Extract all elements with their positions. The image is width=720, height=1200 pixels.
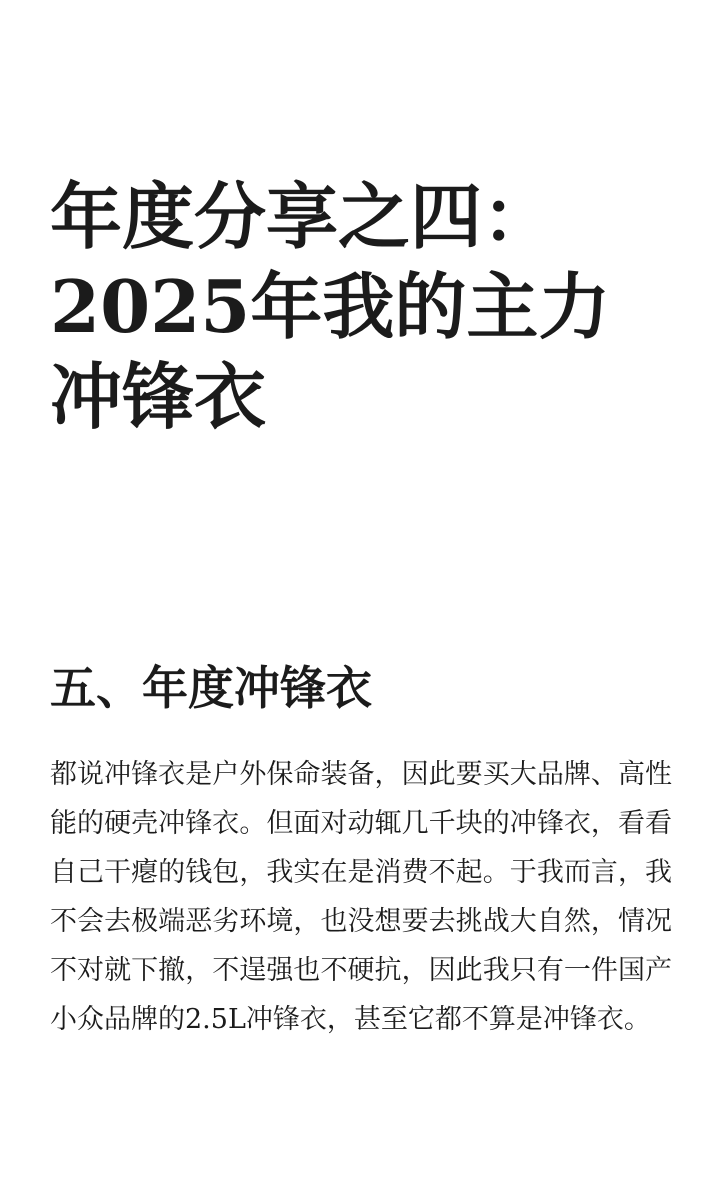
body-paragraph: 都说冲锋衣是户外保命装备，因此要买大品牌、高性能的硬壳冲锋衣。但面对动辄几千块的冲锋衣，看看自己干瘪的钱包，我实在是消费不起。于我而言，我不会去极端恶劣环境，也没想要去挑战大自然，情况不对就下撤，不逞强也不硬抗，因此我只有一件国产小众品牌的2.5L冲锋衣，甚至它都不算是冲锋衣。 [50, 759, 672, 1035]
title-line-1: 年度分享之四： [50, 174, 555, 259]
title-line-3: 冲锋衣 [50, 354, 267, 439]
title-line-2: 2025年我的主力 [50, 264, 611, 349]
article-title [50, 172, 670, 442]
section-heading: 五、年度冲锋衣 [50, 661, 372, 715]
